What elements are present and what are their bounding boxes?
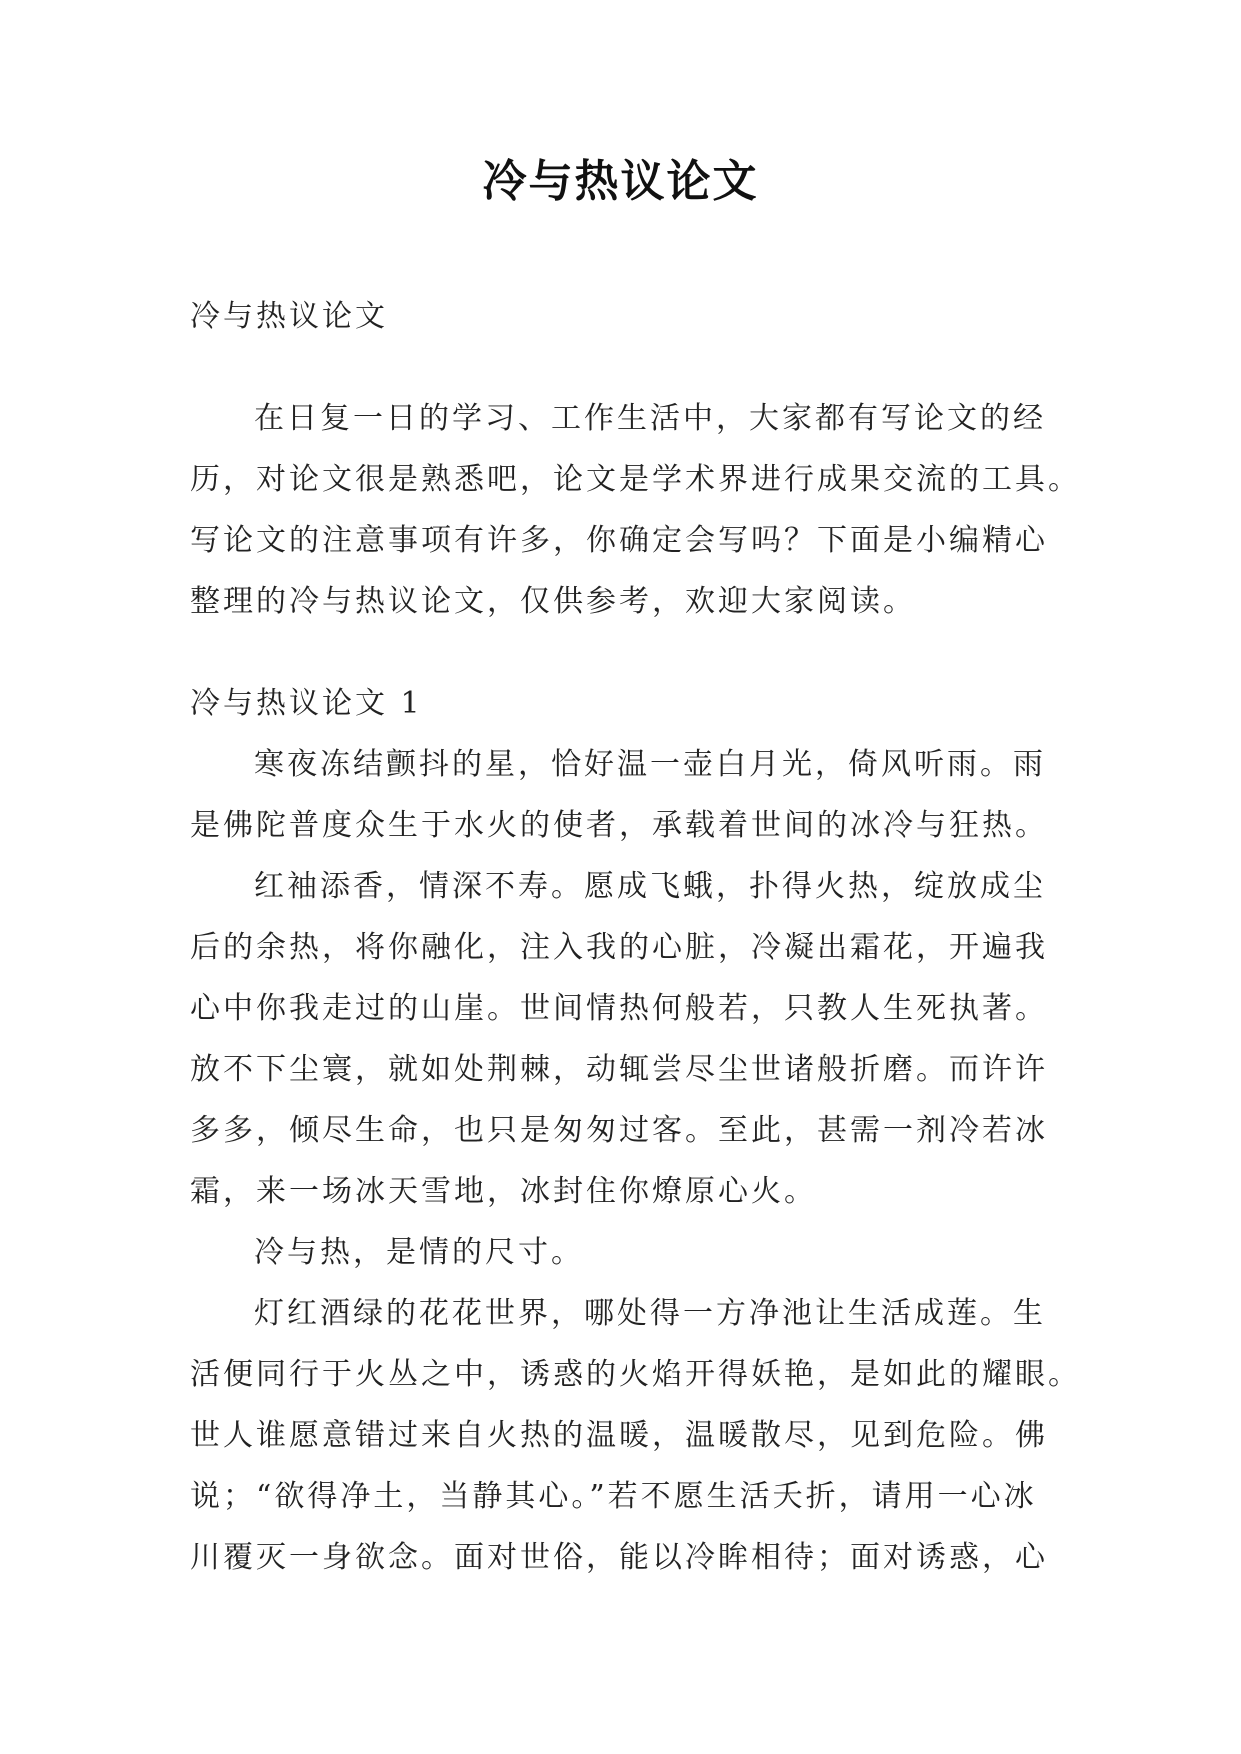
essay-line: 是佛陀普度众生于水火的使者，承载着世间的冰冷与狂热。	[190, 808, 1048, 843]
essay-body	[190, 734, 1081, 1588]
intro-line: 历，对论文很是熟悉吧，论文是学术界进行成果交流的工具。	[190, 462, 1081, 497]
essay-line: 川覆灭一身欲念。面对世俗，能以冷眸相待；面对诱惑，心	[190, 1540, 1048, 1575]
essay-line: 多多，倾尽生命，也只是匆匆过客。至此，甚需一剂冷若冰	[190, 1113, 1048, 1148]
essay-line: 冷与热，是情的尺寸。	[254, 1235, 584, 1270]
intro-line: 写论文的注意事项有许多，你确定会写吗？下面是小编精心	[190, 523, 1048, 558]
section-heading: 冷与热议论文 1	[190, 686, 423, 721]
essay-line: 说；“欲得净土，当静其心。”若不愿生活夭折，请用一心冰	[190, 1479, 1037, 1514]
document-title: 冷与热议论文	[482, 156, 759, 207]
essay-line: 活便同行于火丛之中，诱惑的火焰开得妖艳，是如此的耀眼。	[190, 1357, 1081, 1392]
spacer	[190, 347, 1060, 388]
spacer	[190, 632, 1060, 673]
document-subtitle: 冷与热议论文	[190, 299, 388, 334]
essay-line: 放不下尘寰，就如处荆棘，动辄尝尽尘世诸般折磨。而许许	[190, 1052, 1048, 1087]
intro-paragraph	[190, 388, 1081, 632]
document-body	[190, 286, 1081, 1588]
essay-line: 世人谁愿意错过来自火热的温暖，温暖散尽，见到危险。佛	[190, 1418, 1048, 1453]
essay-line: 红袖添香，情深不寿。愿成飞蛾，扑得火热，绽放成尘	[254, 869, 1046, 904]
essay-line: 后的余热，将你融化，注入我的心脏，冷凝出霜花，开遍我	[190, 930, 1048, 965]
intro-line: 整理的冷与热议论文，仅供参考，欢迎大家阅读。	[190, 584, 916, 619]
essay-line: 心中你我走过的山崖。世间情热何般若，只教人生死执著。	[190, 991, 1048, 1026]
essay-line: 寒夜冻结颤抖的星，恰好温一壶白月光，倚风听雨。雨	[254, 747, 1046, 782]
essay-line: 灯红酒绿的花花世界，哪处得一方净池让生活成莲。生	[254, 1296, 1046, 1331]
intro-line: 在日复一日的学习、工作生活中，大家都有写论文的经	[254, 401, 1046, 436]
essay-line: 霜，来一场冰天雪地，冰封住你燎原心火。	[190, 1174, 817, 1209]
